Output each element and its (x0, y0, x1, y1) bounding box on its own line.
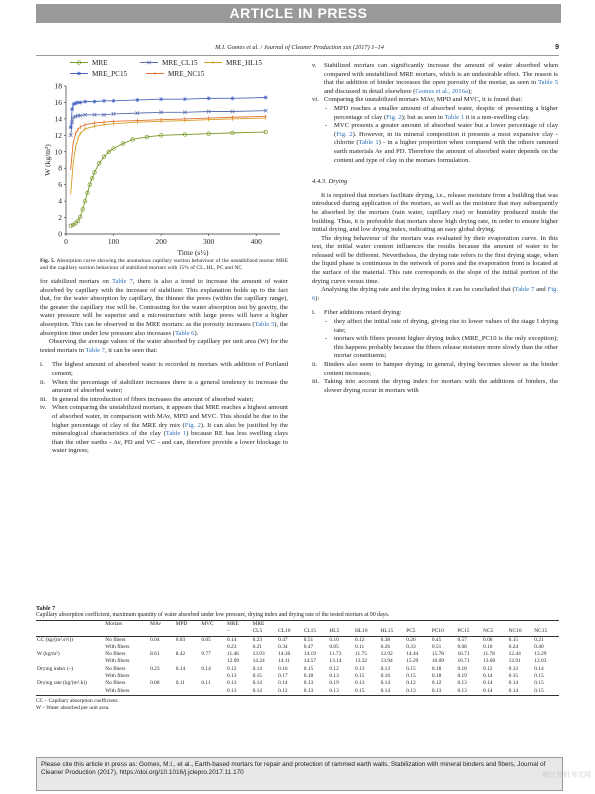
table-cell (149, 688, 175, 696)
x-tick-label: 400 (250, 237, 262, 246)
table-cell: 16.09 (431, 658, 444, 665)
drying-paragraph-2: The drying behaviour of the mortars was evaluated by their evaporation curve. In this test, the initial water content influences the results because the amount of water to be released will be different. Nevertheless, the drying rate refers to the first drying stage, when the liquid phase is continuous in the network of pores and the evaporation front is located at the surface of the material. This rate corresponds to the slope of the initial portion of the drying curve versus time. (312, 234, 558, 285)
table-cell: 0.10 (483, 643, 493, 650)
table-cell: 0.18 (431, 665, 442, 672)
table-header-cell: PC5 (405, 628, 431, 636)
y-tick-label: 12 (54, 130, 62, 140)
citation-box: Please cite this article in press as: Gomes, M.I., et al., Earth-based mortars for repair and protection of rammed earth walls. Stabilization with mineral binders and fibers, Journal of Cleaner Production (2017), https://doi.org/10.1016/j.jclepro.2017.11.170 (36, 757, 563, 791)
table-cell: 0.33 (406, 643, 416, 650)
table-cell: 0.15 (303, 665, 314, 672)
table-cell: 0.16 (380, 673, 391, 680)
table-header-cell: HL15 (380, 628, 406, 636)
table-cell: 0.45 (431, 636, 442, 643)
table-cell: With fibers (105, 658, 130, 665)
list-item-vi: vi. Comparing the unstabilized mortars MAv, MPD and MVC, it is found that: (312, 96, 523, 104)
drying-sub-item-2: - mortars with fibers present higher drying index (MRE_PC10 is the only exception); this happens probably because the fibers release moisture more slowly than the other mortar constituents; (325, 335, 558, 360)
link-table-7-c[interactable]: Table 7 (514, 286, 535, 294)
table-cell (36, 658, 104, 665)
table-header-cell: HL10 (354, 628, 380, 636)
page-number: 9 (555, 44, 559, 51)
table-cell: 0.05 (329, 643, 339, 650)
table-7-grid (36, 620, 559, 696)
table-header-cell: MPD (175, 621, 188, 627)
figure-caption (40, 258, 288, 272)
legend-label: MRE (92, 59, 108, 67)
table-header-cell: PC15 (456, 628, 482, 636)
data-point (159, 97, 163, 101)
table-cell (200, 673, 226, 680)
table-cell: 0.15 (508, 673, 519, 680)
table-cell: 0.15 (406, 673, 416, 680)
data-point (112, 99, 116, 103)
list-item-v: v. Stabilized mortars can significantly increase the amount of water absorbed when compared with unstabilized MRE mortars, which is an undesirable effect. The reason is that the addition of binder increases the open porosity of the mortar, as seen in Table 5 and discussed in detail elsewhere (Gomes et al., 2016a); (312, 62, 558, 95)
list-item-iv: iv. When comparing the unstabilized mortars, it appears that MRE reaches a highest amount of absorbed water, in comparison with MAv, MPD and MVC. This should be due to the higher percentage of clay of the MRE dry mix (Fig. 2). It can also be justified by the mineralogical characteristics of the clay (Table 1) because RE has less swelling clays than the other earths - Av, PD and VC - and can, therefore provide a lower blockage to water ingress; (40, 404, 288, 455)
table-cell: No fibers (105, 680, 126, 687)
list-item-number: ii. (40, 378, 46, 386)
table-cell: 0.13 (303, 680, 314, 687)
table-cell: 0.26 (380, 643, 391, 650)
list-item (40, 379, 288, 396)
left-column (40, 258, 288, 456)
data-point (230, 96, 234, 100)
link-table-5-b[interactable]: Table 5 (538, 79, 558, 87)
table-cell: 0.24 (508, 643, 519, 650)
table-header-cell: CL10 (277, 628, 303, 636)
table-cell: 0.12 (483, 665, 493, 672)
table-cell: 14.30 (278, 651, 291, 658)
link-table-1[interactable]: Table 1 (165, 430, 187, 438)
article-in-press-banner: ARTICLE IN PRESS (36, 4, 561, 23)
table-cell: 0.14 (534, 665, 544, 672)
table-header-cell: NC15 (533, 628, 559, 636)
table-header-cell (328, 621, 354, 629)
table-cell: 0.11 (355, 643, 365, 650)
table-cell: 11.78 (483, 651, 495, 658)
drying-item-i: i. Fiber additions retard drying: (312, 309, 402, 317)
table-cell: 14.57 (303, 658, 316, 665)
table-header-cell (175, 628, 201, 636)
y-axis-label: W (kg/m²) (43, 144, 52, 176)
table-header-cell: MAv (150, 621, 162, 627)
table-cell: 0.06 (483, 636, 493, 643)
table-cell: 0.03 (175, 636, 186, 643)
table-footnotes (36, 698, 559, 712)
paragraph-2: Observing the average values of the water absorbed by capillary per unit area (W) for the tested mortars in Table 7, it can be seen that: (40, 338, 288, 354)
table-cell: 14.19 (303, 651, 316, 658)
table-title: Table 7 (36, 605, 56, 612)
table-cell: 0.14 (278, 680, 288, 687)
data-point (78, 100, 82, 104)
table-cell: 0.13 (303, 687, 314, 694)
table-cell: 13.32 (355, 658, 368, 665)
legend-label: MRE_CL15 (162, 59, 198, 67)
table-header-cell: MRE (252, 621, 265, 627)
table-cell: 0.23 (226, 643, 237, 650)
table-cell: Drying index (–) (37, 665, 74, 672)
list-item-text: When the percentage of stabilizer increases there is a general tendency to increase the amount of absorbed water; (52, 378, 288, 395)
table-cell: 0.13 (226, 680, 237, 687)
data-point (70, 107, 74, 111)
table-cell: No fibers (105, 651, 126, 658)
table-row (36, 666, 559, 673)
table-header-cell: – (226, 628, 252, 636)
table-header-cell (200, 628, 226, 636)
table-header-cell (533, 621, 559, 629)
table-cell: 0.13 (355, 680, 365, 687)
table-caption: Capillary absorption coefficient, maximum quantity of water absorbed under low pressure, drying index and drying rate of the tested mortars at 90 days. (36, 612, 390, 618)
link-fig-2[interactable]: Fig. 2 (184, 421, 201, 429)
watermark-text: 微计算机书文网 (542, 771, 591, 779)
table-cell: 0.17 (278, 673, 288, 680)
table-cell: 0.13 (431, 687, 442, 694)
table-cell: 0.04 (150, 636, 160, 643)
table-cell: 0.13 (457, 680, 467, 687)
table-cell: 0.08 (150, 680, 160, 687)
table-cell: 0.12 (406, 680, 416, 687)
y-tick-label: 6 (58, 180, 62, 190)
table-cell: 0.14 (508, 687, 519, 694)
table-header-cell: NC10 (508, 628, 534, 636)
table-cell: 0.47 (278, 636, 288, 643)
table-cell: 0.15 (355, 673, 365, 680)
table-cell: 0.15 (406, 665, 416, 672)
table-header-cell: PC10 (431, 628, 457, 636)
legend-label: MRE_NC15 (168, 70, 205, 78)
table-cell: 0.18 (431, 673, 442, 680)
section-heading-drying: 4.4.3. Drying (312, 178, 348, 186)
table-cell: 0.12 (431, 680, 442, 687)
table-cell: 16.71 (457, 658, 470, 665)
table-header-cell (277, 621, 303, 629)
table-cell (200, 644, 226, 651)
data-point (77, 72, 81, 76)
table-cell: 0.14 (252, 680, 262, 687)
table-cell: 12.99 (226, 658, 240, 665)
table-cell: 0.14 (483, 680, 493, 687)
drying-paragraph-1: It is required that mortars facilitate drying, i.e., release moisture from a building that was introduced during application of the mortars, as well as the moisture that may subsequently be absorbed by the mortars (rain water, capillary rise) or humidity produced inside the building. Thus, it is preferable that mortars show high drying rate, in order to ensure higher initial drying, and low drying index, indicating an easy global drying. (312, 191, 558, 234)
table-cell: 0.34 (278, 643, 288, 650)
table-cell: 11.46 (226, 651, 239, 658)
table-cell: 0.15 (355, 687, 365, 694)
table-row (36, 636, 559, 644)
table-cell: 0.14 (380, 680, 391, 687)
y-tick-label: 10 (54, 147, 62, 157)
series-line (71, 132, 266, 226)
table-cell: 0.13 (226, 673, 237, 680)
table-cell: 0.15 (534, 687, 544, 694)
right-column (312, 62, 558, 395)
table-cell (200, 688, 226, 696)
link-table-1-c[interactable]: Table 1 (358, 139, 379, 147)
table-cell: 16.71 (457, 651, 470, 658)
link-fig-2-b[interactable]: Fig. 2 (386, 113, 402, 121)
table-cell: 13.60 (483, 658, 496, 665)
x-tick-label: 200 (155, 237, 167, 246)
figure-5-chart (40, 58, 290, 258)
caption-label: Fig. 5. (40, 258, 56, 264)
x-tick-label: 300 (203, 237, 215, 246)
table-footnote: CC – Capillary absorption coefficient. (36, 697, 119, 704)
table-header-row (36, 621, 559, 629)
list-item-text: In general the introduction of fibers increases the amount of absorbed water; (52, 395, 254, 403)
table-header-cell (149, 628, 175, 636)
table-header-cell (36, 628, 104, 636)
series-line (71, 111, 266, 136)
absorption-curve-plot (40, 58, 290, 258)
table-cell: With fibers (105, 643, 130, 650)
caption-text: Absorption curve showing the anomalous capillary suction behaviour of the unstabilized mortar MRE and the capillary suction behaviour of stabilized mortars with 15% of CL, HL, PC and NC (40, 258, 289, 271)
table-cell: W (kg/m²) (37, 651, 60, 658)
y-tick-label: 16 (54, 97, 62, 107)
link-fig-6[interactable]: Fig. 6 (312, 286, 558, 302)
data-point (102, 99, 106, 103)
findings-list (40, 361, 288, 404)
y-tick-label: 18 (54, 81, 62, 91)
table-header-cell: Mortars (105, 621, 123, 627)
table-cell: With fibers (105, 673, 130, 680)
table-cell: With fibers (105, 687, 130, 694)
legend-label: MRE_HL15 (226, 59, 262, 67)
y-tick-label: 0 (58, 229, 62, 239)
table-header-cell: CL15 (303, 628, 329, 636)
table-cell: No fibers (105, 636, 126, 643)
table-cell: 0.14 (201, 665, 211, 672)
table-cell: 13.14 (329, 658, 342, 665)
table-cell: 0.21 (534, 636, 544, 643)
list-item (40, 396, 288, 405)
link-fig-2-c[interactable]: Fig. 2 (336, 130, 353, 138)
table-cell: 13.92 (380, 651, 393, 658)
table-footnote: W – Water absorbed per unit area. (36, 704, 110, 711)
drying-item-ii: ii. Binders also seem to hamper drying; in general, drying becomes slower as the binder content increases; (312, 361, 558, 377)
table-cell: 13.93 (252, 651, 265, 658)
y-tick-label: 4 (58, 196, 62, 206)
table-cell: 0.15 (252, 673, 262, 680)
table-cell: 11.75 (355, 651, 367, 658)
table-cell (149, 673, 175, 680)
table-header-cell: MVC (201, 621, 214, 627)
table-cell: 0.13 (329, 673, 339, 680)
table-cell: 0.38 (380, 636, 391, 643)
table-cell: 0.18 (457, 665, 467, 672)
table-header-cell: HL5 (328, 628, 354, 636)
table-cell: 8.61 (150, 651, 160, 658)
sub-item-mpd: - MPD reaches a smaller amount of absorbed water, despite of presenting a higher percentage of clay (Fig. 2); but as seen in Table 1 it is a non-swelling clay. (325, 104, 558, 121)
table-cell (200, 658, 226, 665)
data-point (83, 100, 87, 104)
table-header-cell (482, 621, 508, 629)
table-header-cell (508, 621, 534, 629)
data-point (69, 125, 73, 129)
header-rule (36, 55, 559, 56)
table-header-cell: CL5 (252, 628, 278, 636)
table-cell: 0.13 (355, 665, 365, 672)
list-item-text: The highest amount of absorbed water is recorded in mortars with addition of Portland cement; (52, 361, 288, 377)
table-cell: 0.13 (329, 687, 339, 694)
running-head: M.I. Gomes et al. / Journal of Cleaner Production xxx (2017) 1–14 (215, 44, 384, 51)
table-cell: 0.10 (329, 636, 339, 643)
table-cell: 0.12 (226, 665, 237, 672)
table-cell (36, 688, 104, 696)
table-cell: 0.19 (457, 673, 467, 680)
data-point (264, 96, 268, 100)
table-cell: 0.51 (303, 636, 314, 643)
table-cell: 0.14 (380, 687, 391, 694)
sub-item-mvc: - MVC presents a greater amount of absorbed water but a lower percentage of clay (Fig. 2). However, in its mineral composition it presents a most expansive clay - chlorite (Table 1) - in a higher proportion when compared with the others rammed earth materials Av and PD. Therefore the amount of absorbed water depends on the content and type of clay in the mortars formulation. (325, 122, 558, 164)
table-header-cell (36, 621, 104, 629)
y-tick-label: 8 (58, 163, 62, 173)
table-cell: 0.23 (252, 636, 262, 643)
table-cell: 0.57 (457, 636, 467, 643)
table-cell: 11.73 (329, 651, 342, 658)
table-cell: 12.03 (534, 658, 547, 665)
table-cell: 0.19 (329, 680, 339, 687)
table-cell: 14.44 (406, 651, 419, 658)
drying-paragraph-3: Analysing the drying rate and the drying index it can be concluded that (Table 7 and Fig. 6): (312, 286, 558, 302)
table-cell (175, 673, 201, 680)
table-cell: 0.12 (278, 687, 288, 694)
drying-sub-item-1: - they affect the initial rate of drying, giving rise to lower values of the stage I drying rate; (325, 318, 558, 334)
table-cell: 13.29 (534, 651, 547, 658)
table-cell: 0.13 (457, 687, 467, 694)
table-cell: 15.78 (431, 651, 444, 658)
list-item-number: i. (40, 361, 44, 369)
y-tick-label: 2 (58, 213, 62, 223)
data-point (93, 100, 97, 104)
data-point (207, 96, 211, 100)
list-item-number: iii. (40, 395, 48, 403)
table-cell: 12.44 (508, 651, 521, 658)
table-cell: 12.91 (508, 658, 521, 665)
data-point (183, 97, 187, 101)
series-line (71, 116, 266, 168)
table-cell: 0.05 (201, 636, 211, 643)
paragraph-1: for stabilized mortars on Table 7, there is also a trend to increase the amount of water absorbed by capillary with the increase of stabilizer. This explanation holds up to the fact that, for the water absorption by capillary, the thinner the pores (within the capillary range), the greater the capillary rise will be. Contrasting for the water absorption test by gravity, the water pressure will be superior and a microstructure with large pores will have a higher absorption. This can be observed in the MRE mortars: as the porosity increases (Table 5), the absorption time under low pressure also increases (Table 6). (40, 278, 289, 337)
table-header-cell (380, 621, 406, 629)
table-cell: 0.11 (201, 680, 211, 687)
table-cell: 0.15 (508, 636, 519, 643)
table-7 (36, 605, 559, 712)
table-cell: 0.14 (483, 687, 493, 694)
series-line (71, 118, 266, 193)
table-cell: 0.12 (355, 636, 365, 643)
table-header-cell: MRE (226, 621, 239, 627)
link-table-5[interactable]: Table 5 (254, 320, 275, 328)
table-cell: 0.68 (457, 643, 467, 650)
table-header-cell (405, 621, 431, 629)
table-cell: 0.14 (508, 680, 519, 687)
table-cell: 0.15 (534, 680, 544, 687)
table-row (36, 658, 559, 665)
table-cell: 14.11 (278, 658, 291, 665)
table-cell: 0.23 (150, 665, 160, 672)
table-cell (175, 644, 201, 651)
table-header-cell: NC5 (482, 628, 508, 636)
legend-label: MRE_PC15 (92, 70, 128, 78)
table-cell: CC (kg/(m².s½)) (37, 636, 73, 643)
table-cell: 15.29 (406, 658, 419, 665)
table-cell: 0.40 (534, 643, 544, 650)
table-cell (175, 658, 201, 665)
table-cell: 0.13 (508, 665, 519, 672)
table-cell: 0.13 (380, 665, 391, 672)
table-cell: 0.15 (534, 673, 544, 680)
table-cell: 0.14 (483, 673, 493, 680)
table-cell: 0.14 (252, 687, 262, 694)
x-tick-label: 0 (64, 237, 68, 246)
table-cell: 0.21 (252, 643, 262, 650)
table-cell: 0.26 (406, 636, 416, 643)
table-header-cell (431, 621, 457, 629)
x-tick-label: 100 (107, 237, 120, 246)
table-cell: 0.13 (226, 687, 237, 694)
table-cell: 0.18 (303, 673, 314, 680)
table-header-cell (456, 621, 482, 629)
table-cell: 0.14 (252, 665, 262, 672)
table-header-cell (354, 621, 380, 629)
table-cell: 0.14 (226, 636, 237, 643)
table-row (36, 688, 559, 696)
table-cell: 0.13 (406, 687, 416, 694)
table-row (36, 680, 559, 687)
table-cell: 0.51 (431, 643, 442, 650)
table-cell: 0.47 (303, 643, 314, 650)
table-cell: 0.11 (175, 680, 185, 687)
link-gomes-2016a[interactable]: Gomes et al., 2016a (415, 87, 468, 95)
table-cell: Drying rate (kg/(m².h)) (37, 680, 87, 687)
table-cell: 13.94 (380, 658, 393, 665)
table-cell: 9.77 (201, 651, 211, 658)
table-header-cell (303, 621, 329, 629)
link-table-7[interactable]: Table 7 (111, 278, 133, 285)
link-table-7-b[interactable]: Table 7 (85, 346, 105, 354)
drying-item-iii: iii. Taking into account the drying index for mortars with the additions of binders, the slower drying occur in mortars with (312, 378, 558, 394)
table-cell (149, 658, 175, 665)
table-cell (175, 688, 201, 696)
list-item (40, 361, 288, 378)
table-cell: 8.42 (175, 651, 186, 658)
table-cell: 0.14 (175, 665, 186, 672)
table-cell: 0.12 (329, 665, 339, 672)
table-cell (149, 644, 175, 651)
table-cell: No fibers (105, 665, 126, 672)
link-table-1-b[interactable]: Table 1 (444, 113, 464, 121)
x-axis-label: Time (s½) (177, 248, 209, 257)
y-tick-label: 14 (54, 114, 62, 124)
table-header-cell (104, 628, 149, 636)
table-cell: 0.16 (278, 665, 288, 672)
link-table-6[interactable]: Table 6 (174, 329, 195, 337)
table-header-row (36, 628, 559, 636)
data-point (135, 98, 139, 102)
table-cell: 14.24 (252, 658, 265, 665)
